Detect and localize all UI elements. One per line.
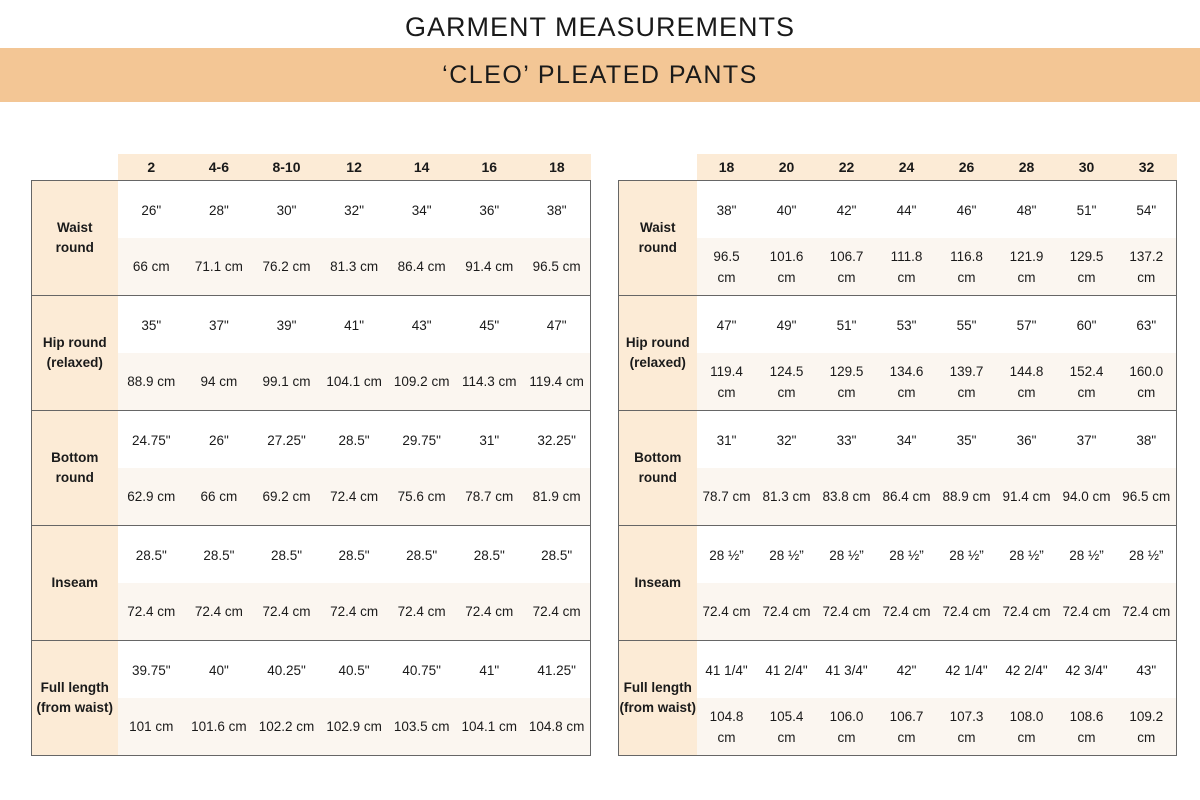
inch-value: 26": [118, 181, 186, 239]
cm-value-line: cm: [837, 269, 856, 285]
cm-value: 72.4 cm: [118, 583, 186, 641]
cm-value-line: cm: [897, 269, 916, 285]
cm-value-line: cm: [1077, 269, 1096, 285]
measurement-label-line: Bottom: [634, 450, 682, 465]
cm-value: [997, 353, 1057, 411]
cm-value-line: 109.2: [1129, 708, 1164, 724]
cm-value-line: cm: [717, 384, 736, 400]
inch-value: 26": [185, 411, 253, 469]
cm-value: 72.4 cm: [1057, 583, 1117, 641]
cm-value-line: 160.0: [1129, 363, 1164, 379]
inch-value: 51": [817, 296, 877, 354]
cm-value: [697, 698, 757, 756]
measurement-label: [32, 296, 118, 411]
product-name: ‘CLEO’ PLEATED PANTS: [442, 60, 758, 89]
cm-value: 62.9 cm: [118, 468, 186, 526]
inch-value: 32.25": [523, 411, 591, 469]
cm-value: 101.6 cm: [185, 698, 253, 756]
cm-value-line: cm: [777, 729, 796, 745]
size-header: 28: [997, 154, 1057, 181]
cm-value: [997, 238, 1057, 296]
measurement-row-cm: [619, 353, 1177, 411]
cm-value: 72.4 cm: [937, 583, 997, 641]
size-header: 8-10: [253, 154, 321, 181]
cm-value-line: 96.5: [713, 248, 740, 264]
cm-value-line: 137.2: [1129, 248, 1164, 264]
cm-value: [877, 238, 937, 296]
measurement-label: [619, 181, 697, 296]
cm-value-line: 152.4: [1069, 363, 1104, 379]
inch-value: 28.5": [320, 526, 388, 584]
measurement-label: [32, 411, 118, 526]
cm-value-line: cm: [1017, 269, 1036, 285]
cm-value: 72.4 cm: [1117, 583, 1177, 641]
cm-value: 114.3 cm: [455, 353, 523, 411]
inch-value: 29.75": [388, 411, 456, 469]
inch-value: 40.75": [388, 641, 456, 699]
cm-value-line: 106.7: [829, 248, 864, 264]
cm-value-line: cm: [897, 729, 916, 745]
cm-value: 72.4 cm: [757, 583, 817, 641]
cm-value: 72.4 cm: [185, 583, 253, 641]
inch-value: 42": [877, 641, 937, 699]
cm-value: [1057, 238, 1117, 296]
cm-value: 99.1 cm: [253, 353, 321, 411]
cm-value: 86.4 cm: [877, 468, 937, 526]
cm-value-line: 129.5: [1069, 248, 1104, 264]
cm-value: [937, 698, 997, 756]
inch-value: 33": [817, 411, 877, 469]
size-header: 16: [455, 154, 523, 181]
inch-value: 40.5": [320, 641, 388, 699]
cm-value: 104.1 cm: [320, 353, 388, 411]
inch-value: 41": [320, 296, 388, 354]
cm-value: 86.4 cm: [388, 238, 456, 296]
inch-value: 41": [455, 641, 523, 699]
size-header: 12: [320, 154, 388, 181]
page-title: GARMENT MEASUREMENTS: [404, 12, 796, 42]
inch-value: 60": [1057, 296, 1117, 354]
cm-value: 96.5 cm: [1117, 468, 1177, 526]
inch-value: 28.5": [118, 526, 186, 584]
cm-value: [1057, 698, 1117, 756]
cm-value: 81.9 cm: [523, 468, 591, 526]
cm-value: 94 cm: [185, 353, 253, 411]
inch-value: 24.75": [118, 411, 186, 469]
inch-value: 40.25": [253, 641, 321, 699]
cm-value: [997, 698, 1057, 756]
size-header: 30: [1057, 154, 1117, 181]
measurement-label-line: Hip round: [625, 335, 690, 350]
inch-value: 28 ½”: [877, 526, 937, 584]
measurement-row-inches: [32, 296, 591, 354]
cm-value: 66 cm: [118, 238, 186, 296]
measurement-row-inches: [32, 641, 591, 699]
measurement-label-line: (from waist): [36, 700, 113, 715]
cm-value-line: 134.6: [889, 363, 924, 379]
inch-value: 36": [455, 181, 523, 239]
cm-value-line: cm: [1017, 384, 1036, 400]
measurement-label-line: (relaxed): [46, 355, 103, 370]
measurement-label-line: Full length: [623, 680, 692, 695]
cm-value-line: 107.3: [949, 708, 984, 724]
inch-value: 28.5": [523, 526, 591, 584]
measurement-label: [619, 641, 697, 756]
inch-value: 43": [388, 296, 456, 354]
inch-value: 45": [455, 296, 523, 354]
inch-value: 40": [185, 641, 253, 699]
cm-value: 78.7 cm: [455, 468, 523, 526]
size-header-row: [619, 154, 1177, 181]
inch-value: 30": [253, 181, 321, 239]
cm-value-line: cm: [777, 269, 796, 285]
cm-value: [757, 353, 817, 411]
inch-value: 28 ½”: [1057, 526, 1117, 584]
cm-value-line: cm: [1077, 729, 1096, 745]
measurement-row-inches: [619, 296, 1177, 354]
cm-value: [1117, 238, 1177, 296]
cm-value: 101 cm: [118, 698, 186, 756]
cm-value-line: 106.7: [889, 708, 924, 724]
measurement-label-line: Inseam: [634, 575, 682, 590]
measurement-label: [619, 296, 697, 411]
cm-value-line: 104.8: [709, 708, 744, 724]
cm-value: 104.8 cm: [523, 698, 591, 756]
inch-value: 28 ½”: [937, 526, 997, 584]
inch-value: 55": [937, 296, 997, 354]
cm-value-line: cm: [837, 729, 856, 745]
cm-value: 104.1 cm: [455, 698, 523, 756]
cm-value: [757, 238, 817, 296]
inch-value: 37": [1057, 411, 1117, 469]
cm-value-line: cm: [837, 384, 856, 400]
inch-value: 28 ½”: [757, 526, 817, 584]
measurement-row-cm: [619, 583, 1177, 641]
inch-value: 28 ½”: [817, 526, 877, 584]
inch-value: 57": [997, 296, 1057, 354]
cm-value: [697, 353, 757, 411]
cm-value-line: cm: [1137, 269, 1156, 285]
product-banner: [0, 48, 1200, 102]
inch-value: 63": [1117, 296, 1177, 354]
cm-value: 96.5 cm: [523, 238, 591, 296]
cm-value-line: cm: [1137, 384, 1156, 400]
cm-value: 72.4 cm: [388, 583, 456, 641]
measurement-label-line: Inseam: [51, 575, 99, 590]
cm-value: 88.9 cm: [118, 353, 186, 411]
header-corner: [619, 154, 697, 181]
inch-value: 47": [523, 296, 591, 354]
measurement-row-inches: [619, 526, 1177, 584]
cm-value: [757, 698, 817, 756]
inch-value: 41 1/4": [697, 641, 757, 699]
measurement-row-inches: [619, 181, 1177, 239]
inch-value: 44": [877, 181, 937, 239]
cm-value: 72.4 cm: [523, 583, 591, 641]
inch-value: 41 3/4": [817, 641, 877, 699]
cm-value: 72.4 cm: [455, 583, 523, 641]
size-header: 18: [523, 154, 591, 181]
size-header: 26: [937, 154, 997, 181]
cm-value-line: cm: [717, 729, 736, 745]
cm-value-line: cm: [1017, 729, 1036, 745]
measurement-label-line: round: [638, 240, 677, 255]
cm-value: 72.4 cm: [320, 468, 388, 526]
cm-value: 109.2 cm: [388, 353, 456, 411]
cm-value: 72.4 cm: [253, 583, 321, 641]
cm-value-line: cm: [957, 269, 976, 285]
measurement-label-line: Waist: [56, 220, 93, 235]
measurement-label: [32, 526, 118, 641]
inch-value: 27.25": [253, 411, 321, 469]
inch-value: 31": [697, 411, 757, 469]
cm-value: [1117, 353, 1177, 411]
cm-value: 69.2 cm: [253, 468, 321, 526]
cm-value-line: cm: [897, 384, 916, 400]
inch-value: 28.5": [388, 526, 456, 584]
inch-value: 53": [877, 296, 937, 354]
inch-value: 28 ½”: [997, 526, 1057, 584]
cm-value-line: cm: [777, 384, 796, 400]
measurement-label-line: Full length: [40, 680, 109, 695]
size-header: 32: [1117, 154, 1177, 181]
cm-value: 72.4 cm: [817, 583, 877, 641]
inch-value: 42 3/4": [1057, 641, 1117, 699]
inch-value: 39.75": [118, 641, 186, 699]
inch-value: 28": [185, 181, 253, 239]
measurement-row-cm: [619, 238, 1177, 296]
cm-value: [1057, 353, 1117, 411]
header-corner: [32, 154, 118, 181]
cm-value-line: cm: [957, 384, 976, 400]
cm-value: 66 cm: [185, 468, 253, 526]
inch-value: 51": [1057, 181, 1117, 239]
cm-value: 83.8 cm: [817, 468, 877, 526]
cm-value: 88.9 cm: [937, 468, 997, 526]
size-header: 2: [118, 154, 186, 181]
cm-value: 78.7 cm: [697, 468, 757, 526]
measurement-label-line: round: [55, 240, 94, 255]
size-header: 20: [757, 154, 817, 181]
measurement-label-line: round: [55, 470, 94, 485]
cm-value: 81.3 cm: [757, 468, 817, 526]
inch-value: 38": [697, 181, 757, 239]
cm-value-line: 111.8: [890, 248, 923, 264]
cm-value-line: 101.6: [769, 248, 804, 264]
cm-value-line: 129.5: [829, 363, 864, 379]
cm-value-line: 139.7: [949, 363, 984, 379]
cm-value: [817, 238, 877, 296]
cm-value-line: 108.0: [1009, 708, 1044, 724]
inch-value: 32": [757, 411, 817, 469]
cm-value-line: 108.6: [1069, 708, 1104, 724]
measurement-label-line: Bottom: [51, 450, 99, 465]
measurement-label-line: Waist: [639, 220, 676, 235]
inch-value: 46": [937, 181, 997, 239]
inch-value: 41 2/4": [757, 641, 817, 699]
inch-value: 41.25": [523, 641, 591, 699]
cm-value-line: 119.4: [710, 363, 743, 379]
cm-value: 72.4 cm: [697, 583, 757, 641]
measurement-label: [619, 526, 697, 641]
inch-value: 42 2/4": [997, 641, 1057, 699]
cm-value: 91.4 cm: [997, 468, 1057, 526]
cm-value-line: 105.4: [769, 708, 804, 724]
cm-value: 91.4 cm: [455, 238, 523, 296]
cm-value-line: 106.0: [829, 708, 864, 724]
inch-value: 34": [877, 411, 937, 469]
inch-value: 36": [997, 411, 1057, 469]
inch-value: 34": [388, 181, 456, 239]
inch-value: 37": [185, 296, 253, 354]
size-header-row: [32, 154, 591, 181]
size-table-small: [31, 154, 591, 756]
inch-value: 39": [253, 296, 321, 354]
cm-value: 81.3 cm: [320, 238, 388, 296]
cm-value: [937, 353, 997, 411]
cm-value: 102.2 cm: [253, 698, 321, 756]
inch-value: 54": [1117, 181, 1177, 239]
size-header: 18: [697, 154, 757, 181]
cm-value-line: 124.5: [769, 363, 804, 379]
inch-value: 47": [697, 296, 757, 354]
inch-value: 31": [455, 411, 523, 469]
measurement-row-cm: [619, 698, 1177, 756]
cm-value: [937, 238, 997, 296]
inch-value: 35": [937, 411, 997, 469]
cm-value: [877, 353, 937, 411]
inch-value: 28 ½”: [1117, 526, 1177, 584]
cm-value: 102.9 cm: [320, 698, 388, 756]
cm-value: 119.4 cm: [523, 353, 591, 411]
inch-value: 28.5": [185, 526, 253, 584]
measurement-row-inches: [32, 181, 591, 239]
cm-value: [697, 238, 757, 296]
cm-value-line: cm: [1077, 384, 1096, 400]
inch-value: 49": [757, 296, 817, 354]
cm-value-line: cm: [1137, 729, 1156, 745]
cm-value: 75.6 cm: [388, 468, 456, 526]
size-table-large: [618, 154, 1177, 756]
inch-value: 28.5": [320, 411, 388, 469]
inch-value: 28.5": [455, 526, 523, 584]
measurement-label-line: (from waist): [619, 700, 696, 715]
inch-value: 43": [1117, 641, 1177, 699]
measurement-row-inches: [619, 411, 1177, 469]
cm-value-line: 144.8: [1009, 363, 1044, 379]
measurement-label-line: round: [638, 470, 677, 485]
cm-value-line: cm: [717, 269, 736, 285]
cm-value: 103.5 cm: [388, 698, 456, 756]
measurement-row-inches: [619, 641, 1177, 699]
cm-value-line: 116.8: [950, 248, 983, 264]
cm-value: 72.4 cm: [997, 583, 1057, 641]
measurement-row-cm: [619, 468, 1177, 526]
cm-value: [877, 698, 937, 756]
size-header: 24: [877, 154, 937, 181]
cm-value: 76.2 cm: [253, 238, 321, 296]
cm-value-line: cm: [957, 729, 976, 745]
measurement-row-inches: [32, 411, 591, 469]
measurement-label: [32, 181, 118, 296]
cm-value-line: 121.9: [1009, 248, 1044, 264]
size-header: 22: [817, 154, 877, 181]
measurement-label: [619, 411, 697, 526]
cm-value: 72.4 cm: [320, 583, 388, 641]
size-header: 4-6: [185, 154, 253, 181]
inch-value: 35": [118, 296, 186, 354]
inch-value: 28 ½”: [697, 526, 757, 584]
inch-value: 28.5": [253, 526, 321, 584]
measurement-label-line: (relaxed): [629, 355, 686, 370]
measurement-label: [32, 641, 118, 756]
cm-value: [1117, 698, 1177, 756]
inch-value: 42": [817, 181, 877, 239]
inch-value: 38": [523, 181, 591, 239]
inch-value: 40": [757, 181, 817, 239]
measurement-label-line: Hip round: [42, 335, 107, 350]
inch-value: 38": [1117, 411, 1177, 469]
size-header: 14: [388, 154, 456, 181]
cm-value: 72.4 cm: [877, 583, 937, 641]
cm-value: 71.1 cm: [185, 238, 253, 296]
inch-value: 42 1/4": [937, 641, 997, 699]
cm-value: 94.0 cm: [1057, 468, 1117, 526]
cm-value: [817, 353, 877, 411]
measurement-row-inches: [32, 526, 591, 584]
cm-value: [817, 698, 877, 756]
inch-value: 32": [320, 181, 388, 239]
inch-value: 48": [997, 181, 1057, 239]
